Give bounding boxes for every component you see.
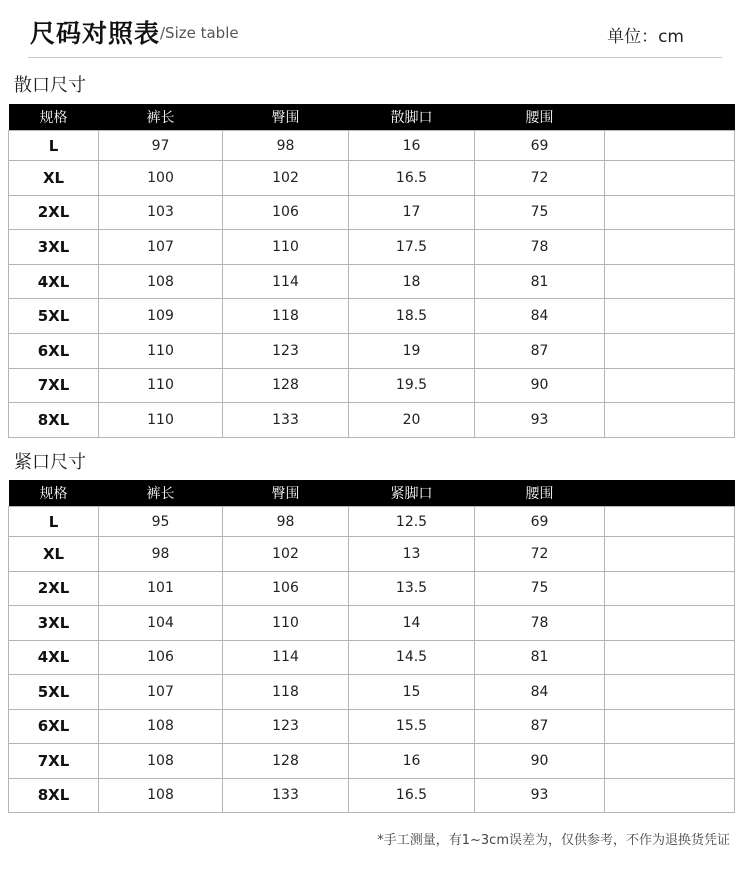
measurement-cell: 118 <box>223 675 349 710</box>
column-header: 散脚口 <box>390 110 433 126</box>
measurement-cell <box>605 264 735 299</box>
size-cell: 8XL <box>9 778 99 813</box>
column-header: 裤长 <box>146 486 175 502</box>
page-title: 尺码对照表 <box>30 19 161 48</box>
size-cell: 7XL <box>9 368 99 403</box>
measurement-cell: 14.5 <box>349 640 475 675</box>
table-row <box>9 333 735 368</box>
table-row <box>9 675 735 710</box>
measurement-cell <box>605 368 735 403</box>
size-cell: XL <box>9 537 99 572</box>
measurement-cell <box>605 778 735 813</box>
measurement-cell: 18.5 <box>349 299 475 334</box>
measurement-cell: 98 <box>223 507 349 537</box>
measurement-cell: 110 <box>223 606 349 641</box>
measurement-cell: 106 <box>223 195 349 230</box>
measurement-cell: 12.5 <box>349 507 475 537</box>
measurement-cell: 95 <box>99 507 223 537</box>
measurement-cell <box>605 571 735 606</box>
column-header <box>605 480 735 507</box>
size-cell: 4XL <box>9 640 99 675</box>
column-header: 腰围 <box>525 486 554 502</box>
measurement-cell: 72 <box>475 537 605 572</box>
measurement-cell: 87 <box>475 709 605 744</box>
table-row <box>9 778 735 813</box>
table-row <box>9 403 735 438</box>
footnote-disclaimer: *手工测量，有1~3cm误差为，仅供参考，不作为退换货凭证 <box>377 833 730 848</box>
table-header <box>9 104 735 131</box>
table-row <box>9 507 735 537</box>
size-cell: 2XL <box>9 571 99 606</box>
table-row <box>9 744 735 779</box>
size-table-tight-cuff <box>8 480 735 813</box>
measurement-cell: 118 <box>223 299 349 334</box>
measurement-cell: 98 <box>99 537 223 572</box>
measurement-cell: 114 <box>223 640 349 675</box>
measurement-cell: 101 <box>99 571 223 606</box>
measurement-cell: 108 <box>99 709 223 744</box>
size-cell: 3XL <box>9 230 99 265</box>
column-header: 腰围 <box>525 110 554 126</box>
measurement-cell: 78 <box>475 230 605 265</box>
size-cell: 5XL <box>9 299 99 334</box>
measurement-cell <box>605 195 735 230</box>
measurement-cell: 93 <box>475 778 605 813</box>
measurement-cell: 14 <box>349 606 475 641</box>
size-cell: L <box>9 507 99 537</box>
size-cell: L <box>9 131 99 161</box>
table-row <box>9 195 735 230</box>
measurement-cell: 102 <box>223 161 349 196</box>
measurement-cell <box>605 299 735 334</box>
table-body <box>9 507 735 813</box>
unit-label: 单位：cm <box>607 27 684 47</box>
size-cell: XL <box>9 161 99 196</box>
measurement-cell <box>605 640 735 675</box>
measurement-cell <box>605 744 735 779</box>
table-header-row <box>9 104 735 131</box>
measurement-cell: 110 <box>99 333 223 368</box>
measurement-cell <box>605 537 735 572</box>
column-header <box>605 104 735 131</box>
measurement-cell: 19 <box>349 333 475 368</box>
table-row <box>9 709 735 744</box>
measurement-cell <box>605 606 735 641</box>
table-header <box>9 480 735 507</box>
measurement-cell: 69 <box>475 507 605 537</box>
measurement-cell: 20 <box>349 403 475 438</box>
measurement-cell: 75 <box>475 195 605 230</box>
measurement-cell: 110 <box>223 230 349 265</box>
measurement-cell: 102 <box>223 537 349 572</box>
measurement-cell: 13 <box>349 537 475 572</box>
measurement-cell: 87 <box>475 333 605 368</box>
section-title-tight-cuff: 紧口尺寸 <box>14 452 86 473</box>
measurement-cell: 78 <box>475 606 605 641</box>
measurement-cell: 123 <box>223 333 349 368</box>
measurement-cell: 123 <box>223 709 349 744</box>
measurement-cell: 13.5 <box>349 571 475 606</box>
header-divider <box>28 57 722 58</box>
measurement-cell: 133 <box>223 403 349 438</box>
table-row <box>9 230 735 265</box>
measurement-cell: 16 <box>349 131 475 161</box>
measurement-cell: 16.5 <box>349 778 475 813</box>
measurement-cell: 107 <box>99 675 223 710</box>
table-row <box>9 571 735 606</box>
measurement-cell <box>605 333 735 368</box>
measurement-cell: 104 <box>99 606 223 641</box>
measurement-cell: 90 <box>475 368 605 403</box>
measurement-cell <box>605 507 735 537</box>
measurement-cell: 110 <box>99 403 223 438</box>
size-cell: 5XL <box>9 675 99 710</box>
column-header: 规格 <box>39 486 68 502</box>
page-subtitle: /Size table <box>160 24 239 42</box>
column-header: 臀围 <box>271 486 300 502</box>
measurement-cell <box>605 161 735 196</box>
measurement-cell: 108 <box>99 264 223 299</box>
measurement-cell: 16 <box>349 744 475 779</box>
column-header: 规格 <box>39 110 68 126</box>
size-cell: 7XL <box>9 744 99 779</box>
measurement-cell: 106 <box>223 571 349 606</box>
table-row <box>9 606 735 641</box>
measurement-cell <box>605 403 735 438</box>
measurement-cell <box>605 709 735 744</box>
measurement-cell <box>605 230 735 265</box>
size-cell: 8XL <box>9 403 99 438</box>
measurement-cell: 17.5 <box>349 230 475 265</box>
measurement-cell: 81 <box>475 640 605 675</box>
measurement-cell: 97 <box>99 131 223 161</box>
column-header: 裤长 <box>146 110 175 126</box>
measurement-cell: 110 <box>99 368 223 403</box>
measurement-cell: 100 <box>99 161 223 196</box>
table-row <box>9 537 735 572</box>
table-row <box>9 161 735 196</box>
measurement-cell: 108 <box>99 778 223 813</box>
measurement-cell: 106 <box>99 640 223 675</box>
measurement-cell: 69 <box>475 131 605 161</box>
table-row <box>9 264 735 299</box>
table-row <box>9 299 735 334</box>
table-row <box>9 368 735 403</box>
column-header: 紧脚口 <box>390 486 433 502</box>
table-row <box>9 131 735 161</box>
measurement-cell: 75 <box>475 571 605 606</box>
measurement-cell: 114 <box>223 264 349 299</box>
measurement-cell: 15.5 <box>349 709 475 744</box>
measurement-cell: 84 <box>475 675 605 710</box>
table-body <box>9 131 735 438</box>
size-cell: 4XL <box>9 264 99 299</box>
measurement-cell: 81 <box>475 264 605 299</box>
measurement-cell: 108 <box>99 744 223 779</box>
measurement-cell: 15 <box>349 675 475 710</box>
measurement-cell: 16.5 <box>349 161 475 196</box>
measurement-cell <box>605 675 735 710</box>
page-header <box>0 0 750 60</box>
measurement-cell: 128 <box>223 744 349 779</box>
measurement-cell: 107 <box>99 230 223 265</box>
size-table-loose-cuff <box>8 104 735 438</box>
measurement-cell <box>605 131 735 161</box>
section-title-loose-cuff: 散口尺寸 <box>14 75 86 96</box>
measurement-cell: 90 <box>475 744 605 779</box>
measurement-cell: 98 <box>223 131 349 161</box>
table-header-row <box>9 480 735 507</box>
measurement-cell: 93 <box>475 403 605 438</box>
size-cell: 6XL <box>9 709 99 744</box>
measurement-cell: 72 <box>475 161 605 196</box>
size-cell: 2XL <box>9 195 99 230</box>
measurement-cell: 19.5 <box>349 368 475 403</box>
measurement-cell: 133 <box>223 778 349 813</box>
measurement-cell: 17 <box>349 195 475 230</box>
measurement-cell: 18 <box>349 264 475 299</box>
measurement-cell: 103 <box>99 195 223 230</box>
measurement-cell: 109 <box>99 299 223 334</box>
table-row <box>9 640 735 675</box>
size-cell: 3XL <box>9 606 99 641</box>
measurement-cell: 84 <box>475 299 605 334</box>
size-cell: 6XL <box>9 333 99 368</box>
measurement-cell: 128 <box>223 368 349 403</box>
column-header: 臀围 <box>271 110 300 126</box>
